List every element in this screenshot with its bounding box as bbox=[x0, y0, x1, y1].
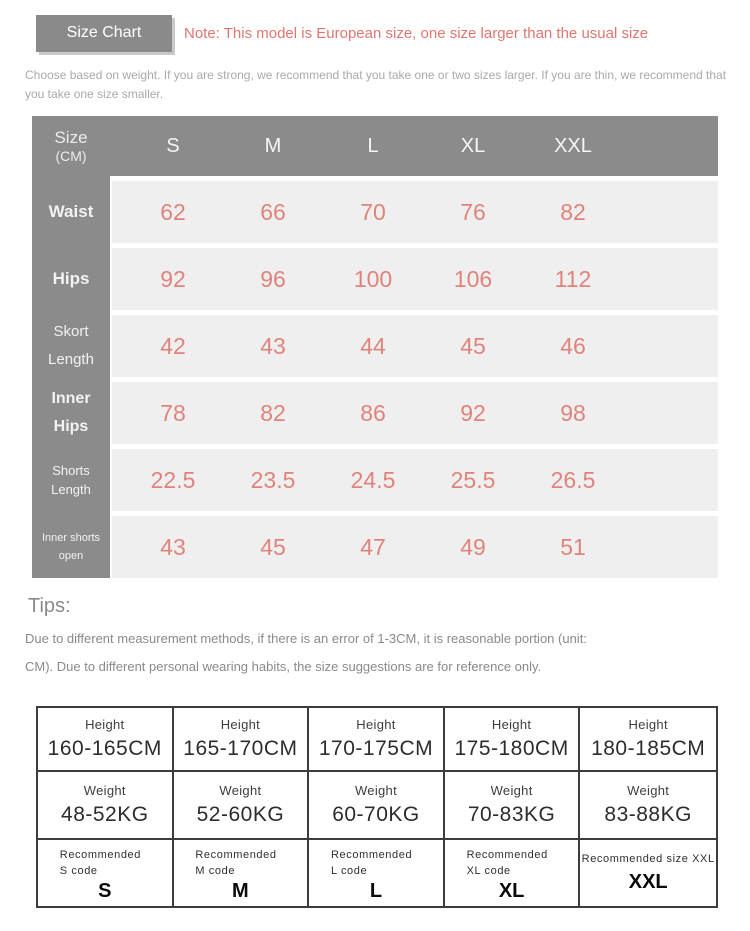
size-value: 106 bbox=[453, 265, 493, 292]
column-header-s: S bbox=[166, 134, 180, 157]
size-value: 44 bbox=[360, 332, 386, 359]
size-value: 45 bbox=[460, 332, 486, 359]
height-value: 175-180CM bbox=[454, 737, 569, 761]
weight-cell-m bbox=[174, 772, 310, 840]
weight-cell-s bbox=[38, 772, 174, 840]
size-value: 76 bbox=[460, 198, 486, 225]
tips-heading: Tips: bbox=[28, 595, 71, 618]
size-table-corner bbox=[32, 116, 110, 176]
tips-line-2: CM). Due to different personal wearing habits, the size suggestions are for reference only. bbox=[25, 659, 542, 675]
recommend-cell-m bbox=[174, 840, 310, 906]
weight-value: 48-52KG bbox=[61, 803, 149, 827]
size-table-values bbox=[112, 176, 718, 578]
recommend-cell-l bbox=[309, 840, 445, 906]
weight-label: Weight bbox=[219, 783, 262, 799]
recommend-size: XL bbox=[498, 879, 525, 902]
size-value: 92 bbox=[160, 265, 186, 292]
height-value: 160-165CM bbox=[47, 737, 162, 761]
table-row-hips bbox=[112, 248, 718, 310]
weight-cell-xxl bbox=[580, 772, 716, 840]
size-value: 24.5 bbox=[350, 466, 396, 493]
size-value: 66 bbox=[260, 198, 286, 225]
recommend-cell-xxl bbox=[580, 840, 716, 906]
row-label-inner-hips: Inner Hips bbox=[51, 390, 91, 436]
recommend-size: M bbox=[232, 879, 249, 902]
height-cell-xl bbox=[445, 708, 581, 772]
size-value: 42 bbox=[160, 332, 186, 359]
size-value: 47 bbox=[360, 533, 386, 560]
column-header-xxl: XXL bbox=[554, 134, 592, 157]
weight-value: 60-70KG bbox=[332, 803, 420, 827]
table-row-waist bbox=[112, 181, 718, 243]
corner-label-cm: (CM) bbox=[55, 147, 87, 164]
recommend-table bbox=[36, 706, 718, 908]
height-value: 165-170CM bbox=[183, 737, 298, 761]
weight-value: 70-83KG bbox=[467, 803, 556, 827]
weight-label: Weight bbox=[627, 783, 670, 799]
column-header-l: L bbox=[367, 134, 379, 157]
height-label: Height bbox=[85, 717, 125, 733]
size-value: 82 bbox=[260, 399, 286, 426]
corner-label-size: Size bbox=[54, 127, 88, 147]
size-value: 45 bbox=[260, 533, 286, 560]
size-value: 112 bbox=[554, 265, 592, 292]
recommend-label: Recommended XL code bbox=[466, 849, 548, 877]
weight-cell-l bbox=[309, 772, 445, 840]
size-value: 43 bbox=[160, 533, 186, 560]
recommend-size: S bbox=[98, 879, 112, 902]
column-header-xl: XL bbox=[460, 134, 486, 157]
height-value: 180-185CM bbox=[591, 737, 706, 761]
recommend-label: Recommended size XXL bbox=[581, 853, 715, 866]
weight-label: Weight bbox=[354, 783, 397, 799]
size-value: 98 bbox=[560, 399, 586, 426]
row-label-shorts-length: Shorts Length bbox=[51, 462, 91, 498]
table-row-inner-shorts-open bbox=[112, 516, 718, 578]
size-chart-button[interactable]: Size Chart bbox=[36, 15, 172, 52]
top-bar bbox=[36, 14, 750, 52]
size-value: 78 bbox=[160, 399, 186, 426]
row-label-inner-shorts-open: Inner shorts open bbox=[41, 531, 101, 563]
size-table bbox=[32, 116, 718, 578]
column-header-m: M bbox=[264, 134, 282, 157]
height-label: Height bbox=[220, 717, 261, 733]
size-value: 23.5 bbox=[250, 466, 296, 493]
row-label-column bbox=[32, 176, 110, 578]
header-spacer bbox=[110, 116, 123, 176]
row-label-waist: Waist bbox=[48, 202, 94, 222]
height-cell-m bbox=[174, 708, 310, 772]
height-label: Height bbox=[356, 717, 396, 733]
size-value: 82 bbox=[560, 198, 586, 225]
recommend-size: L bbox=[369, 879, 383, 902]
size-value: 51 bbox=[560, 533, 586, 560]
size-value: 22.5 bbox=[150, 466, 196, 493]
row-label-hips: Hips bbox=[52, 269, 90, 289]
size-value: 86 bbox=[360, 399, 386, 426]
height-value: 170-175CM bbox=[318, 737, 434, 761]
weight-label: Weight bbox=[490, 783, 533, 799]
size-value: 26.5 bbox=[550, 466, 596, 493]
recommend-label: Recommended L code bbox=[330, 849, 413, 877]
height-label: Height bbox=[628, 717, 668, 733]
recommend-size: XXL bbox=[628, 870, 668, 893]
size-value: 100 bbox=[353, 265, 393, 292]
intro-text: Choose based on weight. If you are strong, we recommend that you take one or two sizes larger. If you are thin, we recommend that you take one size smaller. bbox=[25, 68, 727, 101]
height-cell-xxl bbox=[580, 708, 716, 772]
size-value: 49 bbox=[460, 533, 486, 560]
height-cell-s bbox=[38, 708, 174, 772]
height-label: Height bbox=[491, 717, 532, 733]
size-value: 92 bbox=[460, 399, 486, 426]
size-value: 25.5 bbox=[450, 466, 496, 493]
recommend-cell-s bbox=[38, 840, 174, 906]
size-value: 70 bbox=[360, 198, 386, 225]
tips-line-1: Due to different measurement methods, if there is an error of 1-3CM, it is reasonable portion (unit: bbox=[25, 631, 587, 647]
row-label-skort-length: Skort Length bbox=[48, 323, 94, 369]
weight-label: Weight bbox=[83, 783, 126, 799]
recommend-cell-xl bbox=[445, 840, 581, 906]
table-row-inner-hips bbox=[112, 382, 718, 444]
height-cell-l bbox=[309, 708, 445, 772]
size-table-header bbox=[32, 116, 718, 176]
recommend-label: Recommended M code bbox=[195, 849, 277, 877]
size-value: 43 bbox=[260, 332, 286, 359]
recommend-label: Recommended S code bbox=[59, 849, 141, 877]
weight-cell-xl bbox=[445, 772, 581, 840]
size-value: 62 bbox=[160, 198, 186, 225]
table-row-shorts-length bbox=[112, 449, 718, 511]
size-table-body bbox=[32, 176, 718, 578]
size-value: 96 bbox=[260, 265, 286, 292]
size-value: 46 bbox=[560, 332, 586, 359]
note-text: Note: This model is European size, one size larger than the usual size bbox=[184, 24, 649, 42]
weight-value: 52-60KG bbox=[196, 803, 285, 827]
table-row-skort-length bbox=[112, 315, 718, 377]
weight-value: 83-88KG bbox=[604, 803, 692, 827]
